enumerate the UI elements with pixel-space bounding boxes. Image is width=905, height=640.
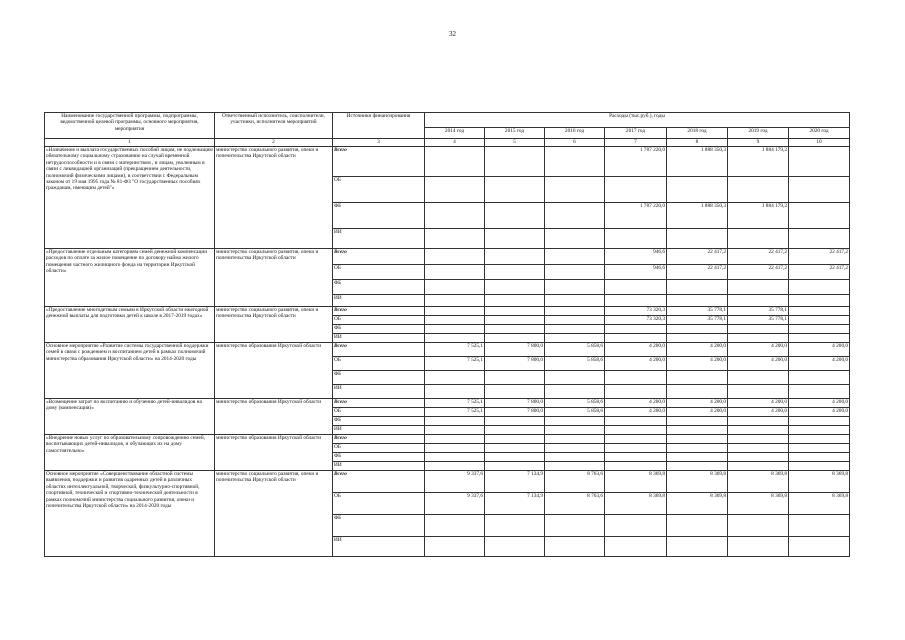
expense-value: 4 200,0 <box>667 399 728 408</box>
expense-value <box>485 462 545 471</box>
funding-source: Всего <box>333 471 425 493</box>
expense-value <box>485 515 545 537</box>
expense-value <box>605 280 667 295</box>
expense-value <box>605 177 667 203</box>
responsible-executor: министерство социального развития, опеки и попечительства Иркутской области <box>215 249 333 307</box>
expense-value: 7 800,0 <box>485 408 545 417</box>
expense-value <box>485 334 545 343</box>
expense-value: 1 888 350,3 <box>667 203 728 229</box>
expense-value <box>728 435 789 444</box>
column-number: 8 <box>667 139 728 147</box>
expense-value <box>728 417 789 426</box>
expense-value <box>789 229 850 249</box>
funding-source: ИИ <box>333 385 425 399</box>
expense-value <box>485 229 545 249</box>
expense-value <box>425 325 485 334</box>
expense-value: 5 858,6 <box>545 357 605 371</box>
expense-value <box>545 203 605 229</box>
expense-value <box>485 203 545 229</box>
expense-value: 8 369,8 <box>789 471 850 493</box>
expense-value: 8 369,8 <box>728 493 789 515</box>
expense-value <box>545 249 605 265</box>
expense-value <box>425 537 485 557</box>
funding-source: ФБ <box>333 453 425 462</box>
expense-value <box>485 435 545 444</box>
expense-value <box>605 444 667 453</box>
expense-value <box>667 515 728 537</box>
expense-value <box>728 177 789 203</box>
expense-value: 7 525,1 <box>425 357 485 371</box>
expense-value <box>728 385 789 399</box>
expense-value <box>425 265 485 280</box>
program-name: «Предоставление отдельным категориям семей денежной компенсации расходов по оплате за жилое помещение по договору найма жилого помещения частного жилищного фонда на территории Иркутской области» <box>45 249 215 307</box>
column-number: 6 <box>545 139 605 147</box>
program-name: «Внедрение новых услуг по образовательному сопровождению семей, воспитывающих детей-инвалидов, и обучающих их на дому самостоятельно» <box>45 435 215 471</box>
funding-source: ИИ <box>333 537 425 557</box>
funding-source: ОБ <box>333 357 425 371</box>
expense-value <box>605 462 667 471</box>
expense-value <box>485 385 545 399</box>
expense-value: 8 369,8 <box>667 493 728 515</box>
funding-source: ИИ <box>333 426 425 435</box>
expense-value: 8 369,8 <box>728 471 789 493</box>
column-number: 3 <box>333 139 425 147</box>
expense-value <box>667 229 728 249</box>
expense-value <box>485 371 545 385</box>
expense-value <box>425 280 485 295</box>
expense-value <box>425 385 485 399</box>
expense-value: 1 787 220,0 <box>605 147 667 177</box>
expense-value <box>728 371 789 385</box>
expense-value <box>728 444 789 453</box>
funding-source: ОБ <box>333 265 425 280</box>
expense-value <box>605 537 667 557</box>
expense-value <box>667 177 728 203</box>
table-row <box>45 343 850 357</box>
expense-value: 22 417,2 <box>728 249 789 265</box>
column-number: 7 <box>605 139 667 147</box>
expense-value <box>667 435 728 444</box>
expense-value: 22 417,2 <box>667 249 728 265</box>
expense-value <box>545 444 605 453</box>
expense-value <box>605 371 667 385</box>
expense-value <box>789 307 850 316</box>
funding-source: ИИ <box>333 462 425 471</box>
funding-source: ФБ <box>333 417 425 426</box>
expense-value: 1 888 350,3 <box>667 147 728 177</box>
expense-value <box>789 444 850 453</box>
header-year: 2016 год <box>545 128 605 139</box>
program-name: «Возмещение затрат по воспитанию и обучению детей-инвалидов на дому (компенсация)» <box>45 399 215 435</box>
funding-source: ИИ <box>333 229 425 249</box>
expense-value: 7 134,9 <box>485 493 545 515</box>
expense-value <box>789 334 850 343</box>
expense-value <box>789 325 850 334</box>
expense-value: 4 200,0 <box>728 399 789 408</box>
funding-source: ОБ <box>333 444 425 453</box>
header-year: 2014 год <box>425 128 485 139</box>
expense-value <box>485 295 545 307</box>
budget-table <box>44 112 850 557</box>
responsible-executor: министерство социального развития, опеки и попечительства Иркутской области <box>215 471 333 557</box>
expense-value: 1 884 179,2 <box>728 203 789 229</box>
funding-source: Всего <box>333 307 425 316</box>
responsible-executor: министерство образования Иркутской области <box>215 343 333 399</box>
expense-value: 8 763,6 <box>545 493 605 515</box>
funding-source: ФБ <box>333 325 425 334</box>
table-row <box>45 249 850 265</box>
expense-value: 22 417,2 <box>789 249 850 265</box>
expense-value <box>425 249 485 265</box>
header-year: 2019 год <box>728 128 789 139</box>
expense-value <box>667 371 728 385</box>
expense-value: 4 200,0 <box>605 343 667 357</box>
header-year: 2020 год <box>789 128 850 139</box>
funding-source: ФБ <box>333 280 425 295</box>
expense-value <box>728 334 789 343</box>
expense-value <box>789 295 850 307</box>
expense-value <box>789 453 850 462</box>
header-source: Источники финансирования <box>333 113 425 139</box>
expense-value <box>605 295 667 307</box>
expense-value <box>485 265 545 280</box>
expense-value: 8 369,8 <box>605 471 667 493</box>
expense-value <box>485 177 545 203</box>
expense-value: 1 884 179,2 <box>728 147 789 177</box>
expense-value <box>425 453 485 462</box>
expense-value <box>425 435 485 444</box>
expense-value <box>425 334 485 343</box>
expense-value <box>485 444 545 453</box>
funding-source: ФБ <box>333 203 425 229</box>
expense-value: 8 369,8 <box>789 493 850 515</box>
expense-value: 4 200,0 <box>789 408 850 417</box>
expense-value <box>605 453 667 462</box>
expense-value <box>545 325 605 334</box>
expense-value <box>605 385 667 399</box>
header-year: 2018 год <box>667 128 728 139</box>
expense-value: 7 800,0 <box>485 343 545 357</box>
expense-value <box>667 295 728 307</box>
expense-value <box>485 316 545 325</box>
responsible-executor: министерство социального развития, опеки и попечительства Иркутской области <box>215 147 333 249</box>
expense-value <box>545 453 605 462</box>
funding-source: Всего <box>333 399 425 408</box>
responsible-executor: министерство социального развития, опеки и попечительства Иркутской области <box>215 307 333 343</box>
expense-value <box>485 307 545 316</box>
expense-value <box>789 385 850 399</box>
expense-value <box>667 453 728 462</box>
expense-value <box>728 280 789 295</box>
expense-value <box>789 462 850 471</box>
expense-value <box>667 280 728 295</box>
expense-value <box>728 537 789 557</box>
table-row <box>45 399 850 408</box>
expense-value <box>485 280 545 295</box>
expense-value: 946,6 <box>605 265 667 280</box>
expense-value <box>545 229 605 249</box>
expense-value <box>667 417 728 426</box>
expense-value: 7 525,1 <box>425 408 485 417</box>
expense-value <box>605 334 667 343</box>
expense-value <box>545 280 605 295</box>
expense-value <box>545 316 605 325</box>
expense-value: 946,6 <box>605 249 667 265</box>
expense-value: 4 200,0 <box>667 408 728 417</box>
expense-value: 5 858,6 <box>545 408 605 417</box>
expense-value <box>485 147 545 177</box>
header-expenses: Расходы (тыс.руб.), годы <box>425 113 850 128</box>
funding-source: ОБ <box>333 316 425 325</box>
expense-value: 22 417,2 <box>728 265 789 280</box>
expense-value: 4 200,0 <box>605 399 667 408</box>
expense-value <box>789 371 850 385</box>
expense-value <box>667 334 728 343</box>
expense-value <box>728 462 789 471</box>
expense-value: 4 200,0 <box>605 408 667 417</box>
expense-value: 8 763,6 <box>545 471 605 493</box>
expense-value <box>728 453 789 462</box>
column-number: 4 <box>425 139 485 147</box>
expense-value <box>545 147 605 177</box>
expense-value <box>425 295 485 307</box>
funding-source: ОБ <box>333 177 425 203</box>
expense-value <box>425 307 485 316</box>
expense-value <box>545 435 605 444</box>
expense-value: 35 778,1 <box>667 307 728 316</box>
expense-value <box>485 249 545 265</box>
expense-value <box>545 462 605 471</box>
expense-value <box>545 417 605 426</box>
funding-source: ИИ <box>333 334 425 343</box>
expense-value <box>789 435 850 444</box>
expense-value: 7 800,0 <box>485 399 545 408</box>
funding-source: ОБ <box>333 408 425 417</box>
column-number: 5 <box>485 139 545 147</box>
expense-value <box>667 426 728 435</box>
expense-value <box>789 515 850 537</box>
table-row <box>45 435 850 444</box>
expense-value <box>728 515 789 537</box>
expense-value <box>667 537 728 557</box>
column-number: 9 <box>728 139 789 147</box>
expense-value: 8 369,8 <box>605 493 667 515</box>
funding-source: Всего <box>333 343 425 357</box>
expense-value <box>485 453 545 462</box>
expense-value: 1 787 220,0 <box>605 203 667 229</box>
expense-value <box>425 417 485 426</box>
expense-value <box>667 385 728 399</box>
expense-value <box>789 203 850 229</box>
expense-value <box>789 316 850 325</box>
header-year: 2017 год <box>605 128 667 139</box>
expense-value <box>605 515 667 537</box>
expense-value: 4 200,0 <box>667 343 728 357</box>
program-name: «Предоставление многодетным семьям в Иркутской области ежегодной денежной выплаты для подготовки детей к школе в 2017-2019 годах» <box>45 307 215 343</box>
expense-value: 5 858,6 <box>545 343 605 357</box>
expense-value <box>545 537 605 557</box>
expense-value: 8 369,8 <box>667 471 728 493</box>
funding-source: Всего <box>333 435 425 444</box>
funding-source: ФБ <box>333 515 425 537</box>
expense-value: 7 525,1 <box>425 399 485 408</box>
expense-value <box>545 295 605 307</box>
expense-value <box>425 316 485 325</box>
expense-value: 4 200,0 <box>728 343 789 357</box>
expense-value <box>545 426 605 435</box>
expense-value: 5 858,6 <box>545 399 605 408</box>
column-number: 1 <box>45 139 215 147</box>
expense-value <box>667 444 728 453</box>
expense-value: 22 417,2 <box>667 265 728 280</box>
expense-value <box>485 426 545 435</box>
funding-source: ФБ <box>333 371 425 385</box>
expense-value <box>605 426 667 435</box>
expense-value <box>545 265 605 280</box>
expense-value <box>728 325 789 334</box>
program-name: Основное мероприятие «Развитие системы государственной поддержки семей в связи с рождением и воспитанием детей в рамках полномочий министерства образования Иркутской области» на 2014-2020 годы <box>45 343 215 399</box>
expense-value <box>425 147 485 177</box>
expense-value <box>485 417 545 426</box>
expense-value <box>545 334 605 343</box>
expense-value <box>425 444 485 453</box>
column-number: 2 <box>215 139 333 147</box>
expense-value <box>789 537 850 557</box>
header-responsible: Ответственный исполнитель, соисполнители, участники, исполнители мероприятий <box>215 113 333 139</box>
header-name: Наименование государственной программы, подпрограммы, ведомственной целевой программы, основного мероприятия, мероприятия <box>45 113 215 139</box>
program-name: «Назначение и выплата государственных пособий лицам, не подлежащим обязательному социальному страхованию на случай временной нетрудоспособности и в связи с материнством , и лицам, уволенным в связи с ликвидацией организаций (прекращением деятельности, полномочий физическими лицами), в соответствии с Федеральным законом от 19 мая 1995 года № 81-ФЗ "О государственных пособиях гражданам, имеющим детей"» <box>45 147 215 249</box>
expense-value <box>667 462 728 471</box>
expense-value <box>605 325 667 334</box>
funding-source: ИИ <box>333 295 425 307</box>
expense-value <box>545 371 605 385</box>
expense-value: 7 525,1 <box>425 343 485 357</box>
expense-value <box>667 325 728 334</box>
expense-value: 4 200,0 <box>789 399 850 408</box>
expense-value: 4 200,0 <box>728 357 789 371</box>
expense-value: 9 337,6 <box>425 471 485 493</box>
expense-value <box>728 295 789 307</box>
responsible-executor: министерство образования Иркутской области <box>215 399 333 435</box>
program-name: Основное мероприятие «Совершенствование областной системы выявления, поддержки и развития одаренных детей в различных областях интеллектуальной, творческой, физкультурно-спортивной, спортивной, технической и спортивно-технической деятельности в рамках полномочий министерства социального развития, опеки и попечительства Иркутской области» на 2014-2020 годы <box>45 471 215 557</box>
expense-value: 7 800,0 <box>485 357 545 371</box>
expense-value <box>425 426 485 435</box>
table-row <box>45 307 850 316</box>
expense-value <box>789 417 850 426</box>
expense-value <box>425 462 485 471</box>
expense-value <box>605 417 667 426</box>
expense-value <box>425 203 485 229</box>
header-year: 2015 год <box>485 128 545 139</box>
funding-source: Всего <box>333 249 425 265</box>
expense-value: 22 417,2 <box>789 265 850 280</box>
expense-value <box>425 229 485 249</box>
expense-value <box>789 280 850 295</box>
expense-value: 7 134,9 <box>485 471 545 493</box>
expense-value: 4 200,0 <box>789 357 850 371</box>
column-number: 10 <box>789 139 850 147</box>
table-row <box>45 147 850 177</box>
expense-value: 9 337,6 <box>425 493 485 515</box>
expense-value <box>789 426 850 435</box>
expense-value <box>545 307 605 316</box>
expense-value: 4 200,0 <box>667 357 728 371</box>
expense-value <box>789 147 850 177</box>
expense-value <box>545 177 605 203</box>
expense-value: 4 200,0 <box>728 408 789 417</box>
expense-value <box>485 537 545 557</box>
expense-value <box>485 325 545 334</box>
expense-value <box>728 426 789 435</box>
table-row <box>45 471 850 493</box>
funding-source: ОБ <box>333 493 425 515</box>
expense-value <box>545 515 605 537</box>
expense-value <box>425 371 485 385</box>
expense-value: 35 778,1 <box>728 316 789 325</box>
expense-value: 4 200,0 <box>605 357 667 371</box>
responsible-executor: министерство образования Иркутской области <box>215 435 333 471</box>
expense-value <box>425 177 485 203</box>
expense-value <box>789 177 850 203</box>
expense-value <box>605 229 667 249</box>
expense-value: 35 778,1 <box>667 316 728 325</box>
expense-value: 73 320,3 <box>605 307 667 316</box>
expense-value <box>605 435 667 444</box>
expense-value: 4 200,0 <box>789 343 850 357</box>
expense-value: 35 778,1 <box>728 307 789 316</box>
expense-value: 73 320,3 <box>605 316 667 325</box>
expense-value <box>425 515 485 537</box>
expense-value <box>545 385 605 399</box>
page-number: 32 <box>449 30 456 38</box>
funding-source: Всего <box>333 147 425 177</box>
expense-value <box>728 229 789 249</box>
